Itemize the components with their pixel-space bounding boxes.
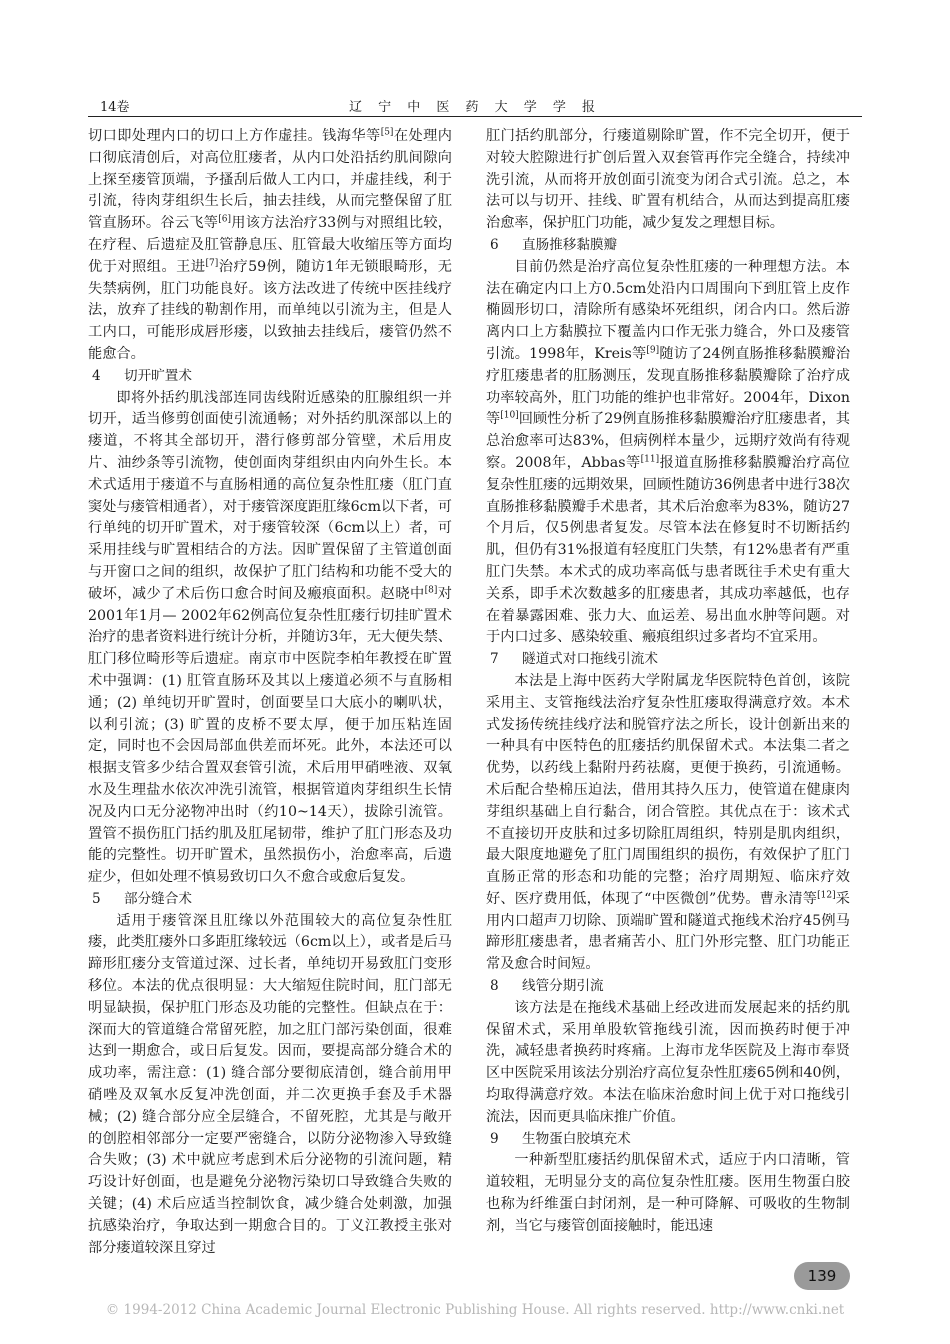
citation: [11]: [640, 454, 660, 465]
journal-title: 辽 宁 中 医 药 大 学 学 报: [348, 100, 602, 115]
volume-label: 14卷: [100, 100, 130, 115]
section-heading: 8 线管分期引流: [490, 978, 604, 995]
paragraph: 切口即处理内口的切口上方作虚挂。钱海华等[5]在处理内口彻底清创后，对高位肛瘘者，从内口处沿括约肌间隙向上探至瘘管顶端，予搔刮后做人工内口，并虚挂线，利于引流，待肉芽组织生长后，抽去挂线，从而完整保留了肛管直肠环。谷云飞等[6]用该方法治疗33例与对照组比较，在疗程、后遗症及肛管静息压、肛管最大收缩压等方面均优于对照组。王进[7]治疗59例，随访1年无锁眼畸形，无失禁病例，肛门功能良好。该方法改进了传统中医挂线疗法，放弃了挂线的勒割作用，而单纯以引流为主，但是人工内口，可能形成唇形瘘，以致抽去挂线后，瘘管仍然不能愈合。: [88, 127, 452, 362]
citation: [8]: [424, 585, 438, 595]
citation: [5]: [380, 127, 394, 138]
section-heading: 5 部分缝合术: [92, 890, 192, 907]
section-heading: 4 切开旷置术: [92, 367, 192, 384]
citation: [9]: [646, 345, 660, 356]
citation: [7]: [205, 258, 219, 269]
citation: [10]: [500, 410, 519, 421]
right-column: [486, 126, 850, 1238]
page-number-badge: 139: [794, 1262, 850, 1290]
paragraph: 目前仍然是治疗高位复杂性肛瘘的一种理想方法。本法在确定内口上方0.5cm处沿内口周围向下到肛管上皮作椭圆形切口，清除所有感染坏死组织，闭合内口。然后游离内口上方黏膜拉下覆盖内口作无张力缝合，外口及瘘管引流。1998年，Kreis等[9]随访了24例直肠推移黏膜瓣治疗肛瘘患者的肛肠测压，发现直肠推移黏膜瓣除了治疗成功率较高外，肛门功能的维护也非常好。2004年，Dixon等[10]回顾性分析了29例直肠推移黏膜瓣治疗肛瘘患者，其总治愈率可达83%，但病例样本量少，远期疗效尚有待观察。2008年，Abbas等[11]报道直肠推移黏膜瓣治疗高位复杂性肛瘘的远期效果，回顾性随访36例患者中进行38次直肠推移黏膜瓣手术患者，其术后治愈率为83%，随访27个月后，仅5例患者复发。尽管本法在修复时不切断括约肌，但仍有31%报道有轻度肛门失禁，有12%患者有严重肛门失禁。本术式的成功率高低与患者既往手术史有重大关系，即手术次数越多的肛瘘患者，其成功率越低，也存在着暴露困难、张力大、血运差、易出血水肿等问题。对于内口过多、感染较重、瘢痕组织过多者均不宜采用。: [486, 258, 851, 646]
section-heading: 7 隧道式对口拖线引流术: [490, 651, 658, 668]
section-heading: 9 生物蛋白胶填充术: [490, 1130, 631, 1147]
paragraph: 即将外括约肌浅部连同齿线附近感染的肛腺组织一并切开，适当修剪创面使引流通畅；对外括约肌深部以上的瘘道，不将其全部切开，潜行修剪部分管壁，术后用皮片、油纱条等引流物，使创面肉芽组织由内向外生长。本术式适用于瘘道不与直肠相通的高位复杂性肛瘘（肛门直窦处与瘘管相通者），对于瘘管深度距肛缘6cm以下者，可行单纯的切开旷置术，对于瘘管较深（6cm以上）者，可采用挂线与旷置相结合的方法。因旷置保留了主管道创面与开窗口之间的组织，故保护了肛门结构和功能不受大的破坏，减少了术后伤口愈合时间及瘢痕面积。赵晓中[8]对2001年1月— 2002年62例高位复杂性肛瘘行切挂旷置术治疗的患者资料进行统计分析，并随访3年，无大便失禁、肛门移位畸形等后遗症。南京市中医院李柏年教授在旷置术中强调：(1) 肛管直肠环及其以上瘘道必须不与直肠相通；(2) 单纯切开旷置时，创面要呈口大底小的喇叭状，以利引流；(3) 旷置的皮桥不要太厚，便于加压粘连固定，同时也不会因局部血供差而坏死。此外，本法还可以根据支管多少结合置双套管引流，术后用甲硝唑液、双氧水及生理盐水依次冲洗引流管，根据管道肉芽组织生长情况及内口无分泌物冲出时（约10~14天），拔除引流管。置管不损伤肛门括约肌及肛尾韧带，维护了肛门形态及功能的完整性。切开旷置术，虽然损伤小，治愈率高，后遗症少，但如处理不慎易致切口久不愈合或愈后复发。: [88, 389, 452, 886]
paragraph: 肛门括约肌部分，行瘘道剔除旷置，作不完全切开，便于对较大腔隙进行扩创后置入双套管再作完全缝合，持续冲洗引流，从而将开放创面引流变为闭合式引流。总之，本法可以与切开、挂线、旷置有机结合，从而达到提高肛瘘治愈率，保护肛门功能，减少复发之理想目标。: [486, 128, 850, 232]
section-heading: 6 直肠推移黏膜瓣: [490, 236, 618, 253]
running-header: [88, 94, 862, 117]
citation: [6]: [218, 214, 232, 225]
left-column: [88, 126, 452, 1259]
paragraph: 适用于瘘管深且肛缘以外范围较大的高位复杂性肛瘘，此类肛瘘外口多距肛缘较远（6cm以上），或者是后马蹄形肛瘘分支管道过深、过长者，单纯切开易致肛门变形移位。本法的优点很明显：大大缩短住院时间，肛门部无明显缺损，保护肛门形态及功能的完整性。但缺点在于：深而大的管道缝合常留死腔，加之肛门部污染创面，很难达到一期愈合，或日后复发。因而，要提高部分缝合术的成功率，需注意：(1) 缝合部分要彻底清创，缝合前用甲硝唑及双氧水反复冲洗创面，并二次更换手套及手术器械；(2) 缝合部分应全层缝合，不留死腔，尤其是与敞开的创腔相邻部分一定要严密缝合，以防分泌物渗入导致缝合失败；(3) 术中就应考虑到术后分泌物的引流问题，精巧设计好创面，也是避免分泌物污染切口导致缝合失败的关键；(4) 术后应适当控制饮食，减少缝合处刺激，加强抗感染治疗，争取达到一期愈合目的。丁义江教授主张对部分瘘道较深且穿过: [88, 912, 452, 1256]
citation: [12]: [817, 890, 836, 901]
paragraph: 该方法是在拖线术基础上经改进而发展起来的括约肌保留术式，采用单股软管拖线引流，因而换药时便于冲洗，减轻患者换药时疼痛。上海市龙华医院及上海市奉贤区中医院采用该法分别治疗高位复杂性肛瘘65例和40例，均取得满意疗效。本法在临床治愈时间上优于对口拖线引流法，因而更具临床推广价值。: [486, 999, 850, 1125]
copyright-footer: © 1994-2012 China Academic Journal Electronic Publishing House. All rights reserved. http://www.cnki.net: [105, 1302, 845, 1318]
paragraph: 一种新型肛瘘括约肌保留术式，适应于内口清晰，管道较粗，无明显分支的高位复杂性肛瘘。医用生物蛋白胶也称为纤维蛋白封闭剂，是一种可降解、可吸收的生物制剂，当它与瘘管创面接触时，能迅速: [486, 1152, 850, 1234]
paragraph: 本法是上海中医药大学附属龙华医院特色首创，该院采用主、支管拖线法治疗复杂性肛瘘取得满意疗效。本术式发扬传统挂线疗法和脱管疗法之所长，设计创新出来的一种具有中医特色的肛瘘括约肌保留术式。本法集二者之优势，以药线上黏附丹药祛腐，更便于换药，引流通畅。术后配合垫棉压迫法，借用其持久压力，使管道在健康肉芽组织基础上自行黏合，闭合管腔。其优点在于：该术式不直接切开皮肤和过多切除肛周组织，特别是肌肉组织，最大限度地避免了肛门周围组织的损伤，有效保护了肛门直肠正常的形态和功能的完整；治疗周期短、临床疗效好、医疗费用低，体现了“中医微创”优势。曹永清等[12]采用内口超声刀切除、顶端旷置和隧道式拖线术治疗45例马蹄形肛瘘患者，患者痛苦小、肛门外形完整、肛门功能正常及愈合时间短。: [486, 672, 850, 973]
